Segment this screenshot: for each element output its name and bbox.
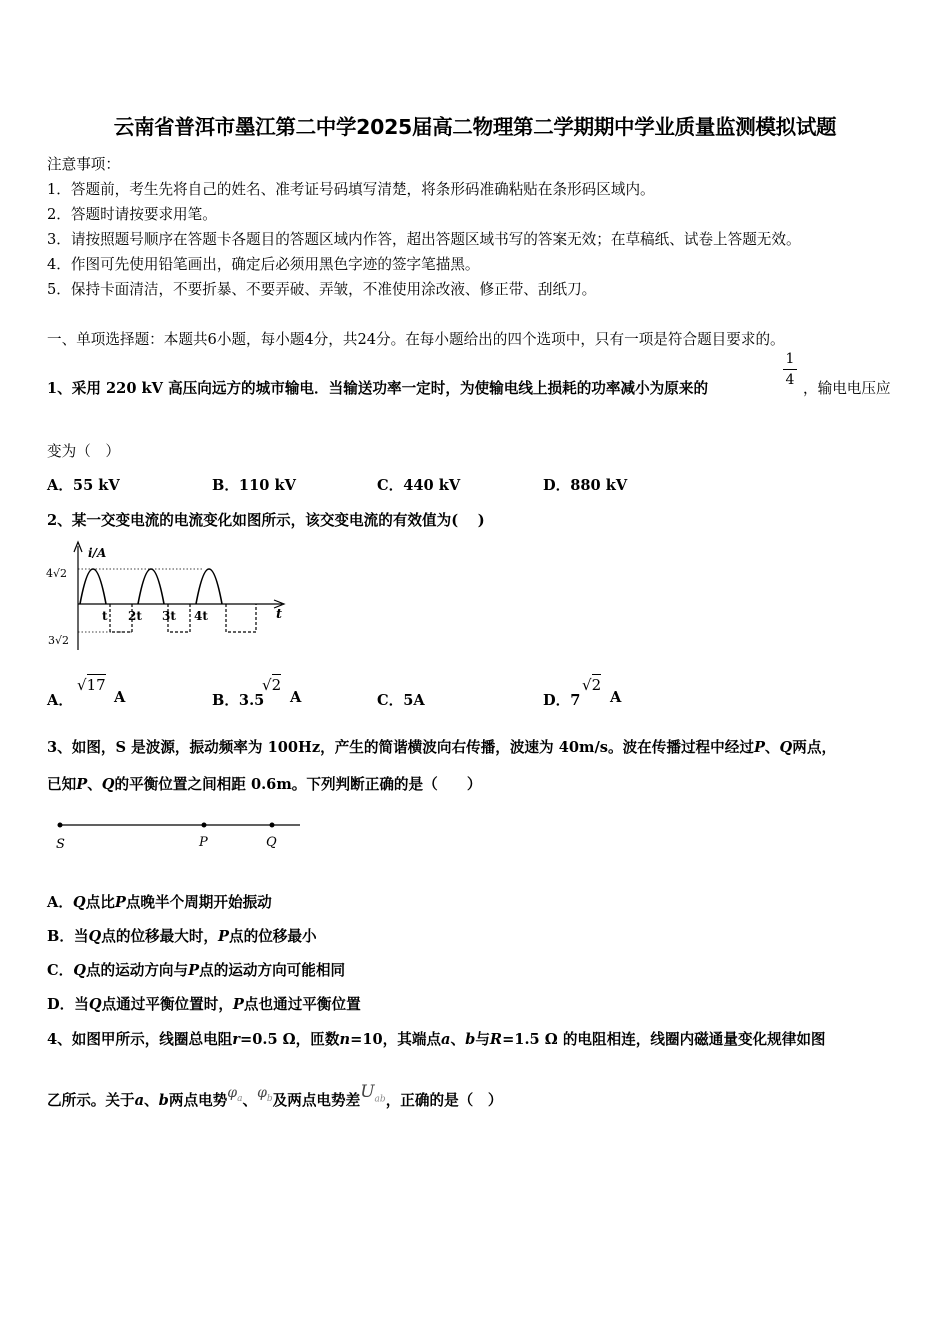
q3-opt-d-post: 点也通过平衡位置 bbox=[243, 996, 361, 1013]
q3-option-a bbox=[47, 891, 272, 912]
q3-option-c bbox=[47, 959, 345, 980]
q4-l1-b: =0.5 Ω，匝数 bbox=[239, 1031, 340, 1048]
q2-option-a-unit: A bbox=[114, 689, 126, 706]
sqrt-sign: √ bbox=[262, 676, 272, 694]
q3-line-1-b: 两点， bbox=[792, 739, 837, 756]
q2-y-label: i/A bbox=[88, 546, 107, 560]
q4-l1-a: 4、如图甲所示，线圈总电阻 bbox=[47, 1031, 233, 1048]
q4-u-sym: U bbox=[360, 1082, 375, 1102]
q3-opt-b-q: Q bbox=[88, 928, 102, 945]
q2-option-b-radicand: 2 bbox=[271, 676, 282, 694]
q4-l2-b-var: b bbox=[158, 1092, 169, 1109]
q3-line-2-p: P bbox=[76, 776, 88, 793]
q2-option-c: C．5A bbox=[377, 692, 425, 709]
q4-phi-b bbox=[257, 1085, 273, 1104]
q3-line-2-b: 的平衡位置之间相距 0.6m。下列判断正确的是（ ） bbox=[114, 776, 482, 793]
q1-option-d: D．880 kV bbox=[543, 477, 628, 494]
q4-phi-b-sub: b bbox=[266, 1093, 273, 1104]
notice-item-2: 2．答题时请按要求用笔。 bbox=[47, 206, 217, 223]
q3-point-p bbox=[202, 823, 207, 828]
notice-heading: 注意事项： bbox=[47, 156, 120, 173]
section-heading: 一、单项选择题：本题共6小题，每小题4分，共24分。在每小题给出的四个选项中，只有一项是符合题目要求的。 bbox=[47, 331, 785, 348]
q4-phi-b-sym: φ bbox=[257, 1085, 267, 1101]
q1-fraction bbox=[783, 351, 797, 388]
q3-label-q: Q bbox=[266, 835, 277, 850]
q4-phi-a bbox=[227, 1085, 242, 1104]
q2-option-a-radical bbox=[77, 676, 106, 694]
notice-item-5: 5．保持卡面清洁，不要折暴、不要弄破、弄皱，不准使用涂改液、修正带、刮纸刀。 bbox=[47, 281, 597, 298]
q3-label-p: P bbox=[199, 835, 208, 850]
q4-R: R bbox=[489, 1031, 503, 1048]
q4-l2-sep1: 、 bbox=[144, 1092, 159, 1109]
q2-tick-2: 2t bbox=[128, 609, 142, 623]
q4-l2-a: 乙所示。关于 bbox=[47, 1092, 135, 1109]
q3-opt-c-pre: C． bbox=[47, 962, 74, 979]
q3-opt-d-pre: D．当 bbox=[47, 996, 89, 1013]
q2-hump-2 bbox=[138, 569, 164, 604]
q4-phi-a-sym: φ bbox=[227, 1085, 238, 1101]
q1-option-b: B．110 kV bbox=[212, 477, 296, 494]
q2-option-d-radicand: 2 bbox=[591, 676, 602, 694]
q2-hump-3 bbox=[196, 569, 222, 604]
q2-option-d-unit: A bbox=[610, 689, 622, 706]
q2-pulse-3 bbox=[226, 604, 256, 632]
q4-l1-c: =10，其端点 bbox=[350, 1031, 442, 1048]
q3-option-d bbox=[47, 993, 361, 1014]
q3-line-1-p: P bbox=[753, 739, 765, 756]
q3-label-s: S bbox=[56, 837, 65, 852]
q3-line-1 bbox=[47, 736, 836, 757]
q3-line-2-sep: 、 bbox=[87, 776, 102, 793]
notice-item-3: 3．请按照题号顺序在答题卡各题目的答题区域内作答，超出答题区域书写的答案无效；在草稿纸、试卷上答题无效。 bbox=[47, 231, 801, 248]
q3-opt-b-pre: B．当 bbox=[47, 928, 89, 945]
q3-opt-c-post: 点的运动方向可能相同 bbox=[199, 962, 346, 979]
q4-l1-e: =1.5 Ω 的电阻相连，线圈内磁通量变化规律如图 bbox=[502, 1031, 826, 1048]
q4-l2-a-var: a bbox=[134, 1092, 145, 1109]
q2-tick-4: 4t bbox=[194, 609, 208, 623]
q1-stem bbox=[47, 377, 708, 398]
sqrt-sign: √ bbox=[77, 676, 87, 694]
q4-l2-sep2: 、 bbox=[242, 1092, 258, 1109]
q3-opt-a-mid: 点比 bbox=[85, 894, 115, 911]
q3-line-2-a: 已知 bbox=[47, 776, 77, 793]
q3-point-s bbox=[58, 823, 63, 828]
q4-line-2 bbox=[47, 1082, 503, 1112]
q3-line-1-a: 3、如图，S 是波源，振动频率为 100Hz，产生的简谐横波向右传播，波速为 40m/s。波在传播过程中经过 bbox=[47, 739, 754, 756]
q4-u-sub: ab bbox=[374, 1094, 386, 1105]
q3-opt-b-mid: 点的位移最大时， bbox=[101, 928, 219, 945]
q2-option-b-letter: B．3.5 bbox=[212, 692, 265, 709]
q3-option-b bbox=[47, 925, 317, 946]
q3-line-2 bbox=[47, 773, 482, 794]
q3-opt-a-pre: A． bbox=[47, 894, 73, 911]
q4-l2-d: ，正确的是（ ） bbox=[385, 1092, 503, 1109]
q4-phi-a-sub: a bbox=[237, 1093, 243, 1104]
q4-sep: 、 bbox=[450, 1031, 466, 1048]
q2-x-label: t bbox=[276, 607, 283, 622]
q3-opt-c-mid: 点的运动方向与 bbox=[85, 962, 189, 979]
q2-option-b-unit: A bbox=[290, 689, 302, 706]
q2-hump-1 bbox=[80, 569, 106, 604]
q2-option-a-radicand: 17 bbox=[86, 676, 106, 694]
q4-u-ab bbox=[360, 1082, 385, 1104]
q4-l1-d: 与 bbox=[475, 1031, 490, 1048]
q4-n: n bbox=[339, 1031, 351, 1048]
q2-option-a-letter: A． bbox=[47, 692, 73, 709]
q3-opt-a-q: Q bbox=[72, 894, 86, 911]
q3-line-1-sep: 、 bbox=[764, 739, 780, 756]
q2-tick-1: t bbox=[102, 609, 108, 623]
q1-stem-a: 1、采用 220 kV 高压向远方的城市输电．当输送功率一定时，为使输电线上损耗的功率减小为原来的 bbox=[47, 380, 709, 397]
q4-b: b bbox=[465, 1031, 476, 1048]
q2-option-d-radical bbox=[582, 676, 601, 694]
q3-opt-a-p: P bbox=[114, 894, 126, 911]
q3-opt-b-p: P bbox=[218, 928, 229, 945]
q3-wave-diagram bbox=[48, 812, 308, 856]
q4-line-1 bbox=[47, 1028, 826, 1049]
q4-a: a bbox=[441, 1031, 451, 1048]
q1-option-a: A．55 kV bbox=[47, 477, 120, 494]
q4-l2-b: 两点电势 bbox=[168, 1092, 228, 1109]
page-title: 云南省普洱市墨江第二中学2025届高二物理第二学期期中学业质量监测模拟试题 bbox=[113, 115, 837, 139]
q2-bottom-label: 3√2 bbox=[48, 634, 70, 647]
q3-opt-d-q: Q bbox=[88, 996, 102, 1013]
q2-stem: 2、某一交变电流的电流变化如图所示，该交变电流的有效值为( ) bbox=[47, 512, 485, 529]
q4-l2-c: 及两点电势差 bbox=[272, 1092, 361, 1109]
q3-opt-c-q: Q bbox=[73, 962, 86, 979]
q3-opt-b-post: 点的位移最小 bbox=[229, 928, 317, 945]
q1-stem-c: 变为（ ） bbox=[47, 443, 120, 460]
q2-tick-3: 3t bbox=[162, 609, 176, 623]
q2-option-b-radical bbox=[262, 676, 281, 694]
q1-option-c: C．440 kV bbox=[377, 477, 461, 494]
sqrt-sign: √ bbox=[582, 676, 592, 694]
q1-stem-b: ，输电电压应 bbox=[803, 380, 891, 397]
q2-option-d-letter: D．7 bbox=[543, 692, 581, 709]
q3-opt-d-mid: 点通过平衡位置时， bbox=[101, 996, 233, 1013]
notice-item-4: 4．作图可先使用铅笔画出，确定后必须用黑色字迹的签字笔描黑。 bbox=[47, 256, 480, 273]
q1-frac-num: 1 bbox=[785, 351, 795, 367]
q4-r: r bbox=[232, 1031, 240, 1048]
q1-frac-den: 4 bbox=[785, 372, 795, 388]
q3-opt-c-p: P bbox=[188, 962, 200, 979]
q3-opt-a-post: 点晚半个周期开始振动 bbox=[125, 894, 272, 911]
q3-line-1-q: Q bbox=[779, 739, 793, 756]
q3-line-2-q: Q bbox=[101, 776, 115, 793]
q3-point-q bbox=[270, 823, 275, 828]
notice-item-1: 1．答题前，考生先将自己的姓名、准考证号码填写清楚，将条形码准确粘贴在条形码区域内。 bbox=[47, 181, 655, 198]
q3-opt-d-p: P bbox=[232, 996, 244, 1013]
q2-current-graph bbox=[44, 538, 294, 658]
q2-top-label: 4√2 bbox=[46, 567, 68, 580]
